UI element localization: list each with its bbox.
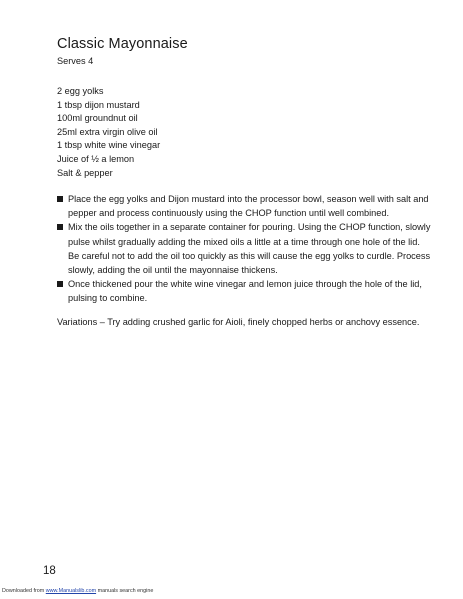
ingredient-item: 1 tbsp white wine vinegar (57, 140, 161, 151)
step-text-line: slowly, adding the oil until the mayonnaise thickens. (68, 265, 278, 276)
square-bullet-icon (57, 224, 63, 230)
step-text-line: pulse whilst gradually adding the mixed oils a little at a time through one hole of the lid. (68, 236, 420, 247)
footer-suffix: manuals search engine (96, 588, 154, 594)
ingredient-item: 2 egg yolks (57, 86, 104, 96)
method-step (57, 277, 422, 305)
ingredient-item: 25ml extra virgin olive oil (57, 126, 158, 137)
ingredient-item: 100ml groundnut oil (57, 113, 138, 124)
ingredient-item: 1 tbsp dijon mustard (57, 99, 140, 110)
page-number: 18 (43, 565, 56, 577)
serves-text: Serves 4 (57, 56, 94, 66)
ingredients-list (57, 85, 160, 180)
square-bullet-icon (57, 196, 63, 202)
square-bullet-icon (57, 281, 63, 287)
step-text-line: Place the egg yolks and Dijon mustard into the processor bowl, season well with salt and (68, 194, 429, 204)
step-text-line: pulsing to combine. (68, 293, 148, 304)
variations-note: Variations – Try adding crushed garlic for Aioli, finely chopped herbs or anchovy essence. (57, 317, 420, 327)
ingredient-item: Salt & pepper (57, 167, 113, 178)
download-footer (2, 587, 153, 595)
recipe-title: Classic Mayonnaise (57, 36, 188, 52)
step-text-line: Once thickened pour the white wine vinegar and lemon juice through the hole of the lid, (68, 279, 422, 290)
footer-prefix: Downloaded from (2, 588, 46, 594)
step-text-line: Be careful not to add the oil too quickly as this will cause the egg yolks to curdle. Process (68, 250, 431, 261)
ingredient-item: Juice of ½ a lemon (57, 153, 135, 164)
method-step (57, 220, 431, 277)
step-text-line: pepper and process continuously using the CHOP function until well combined. (68, 208, 390, 219)
manualslib-link[interactable]: www.Manualslib.com (45, 588, 97, 594)
step-text-line: Mix the oils together in a separate container for pouring. Using the CHOP function, slowly (68, 222, 431, 233)
method-step (57, 192, 429, 220)
method-steps (57, 192, 431, 306)
